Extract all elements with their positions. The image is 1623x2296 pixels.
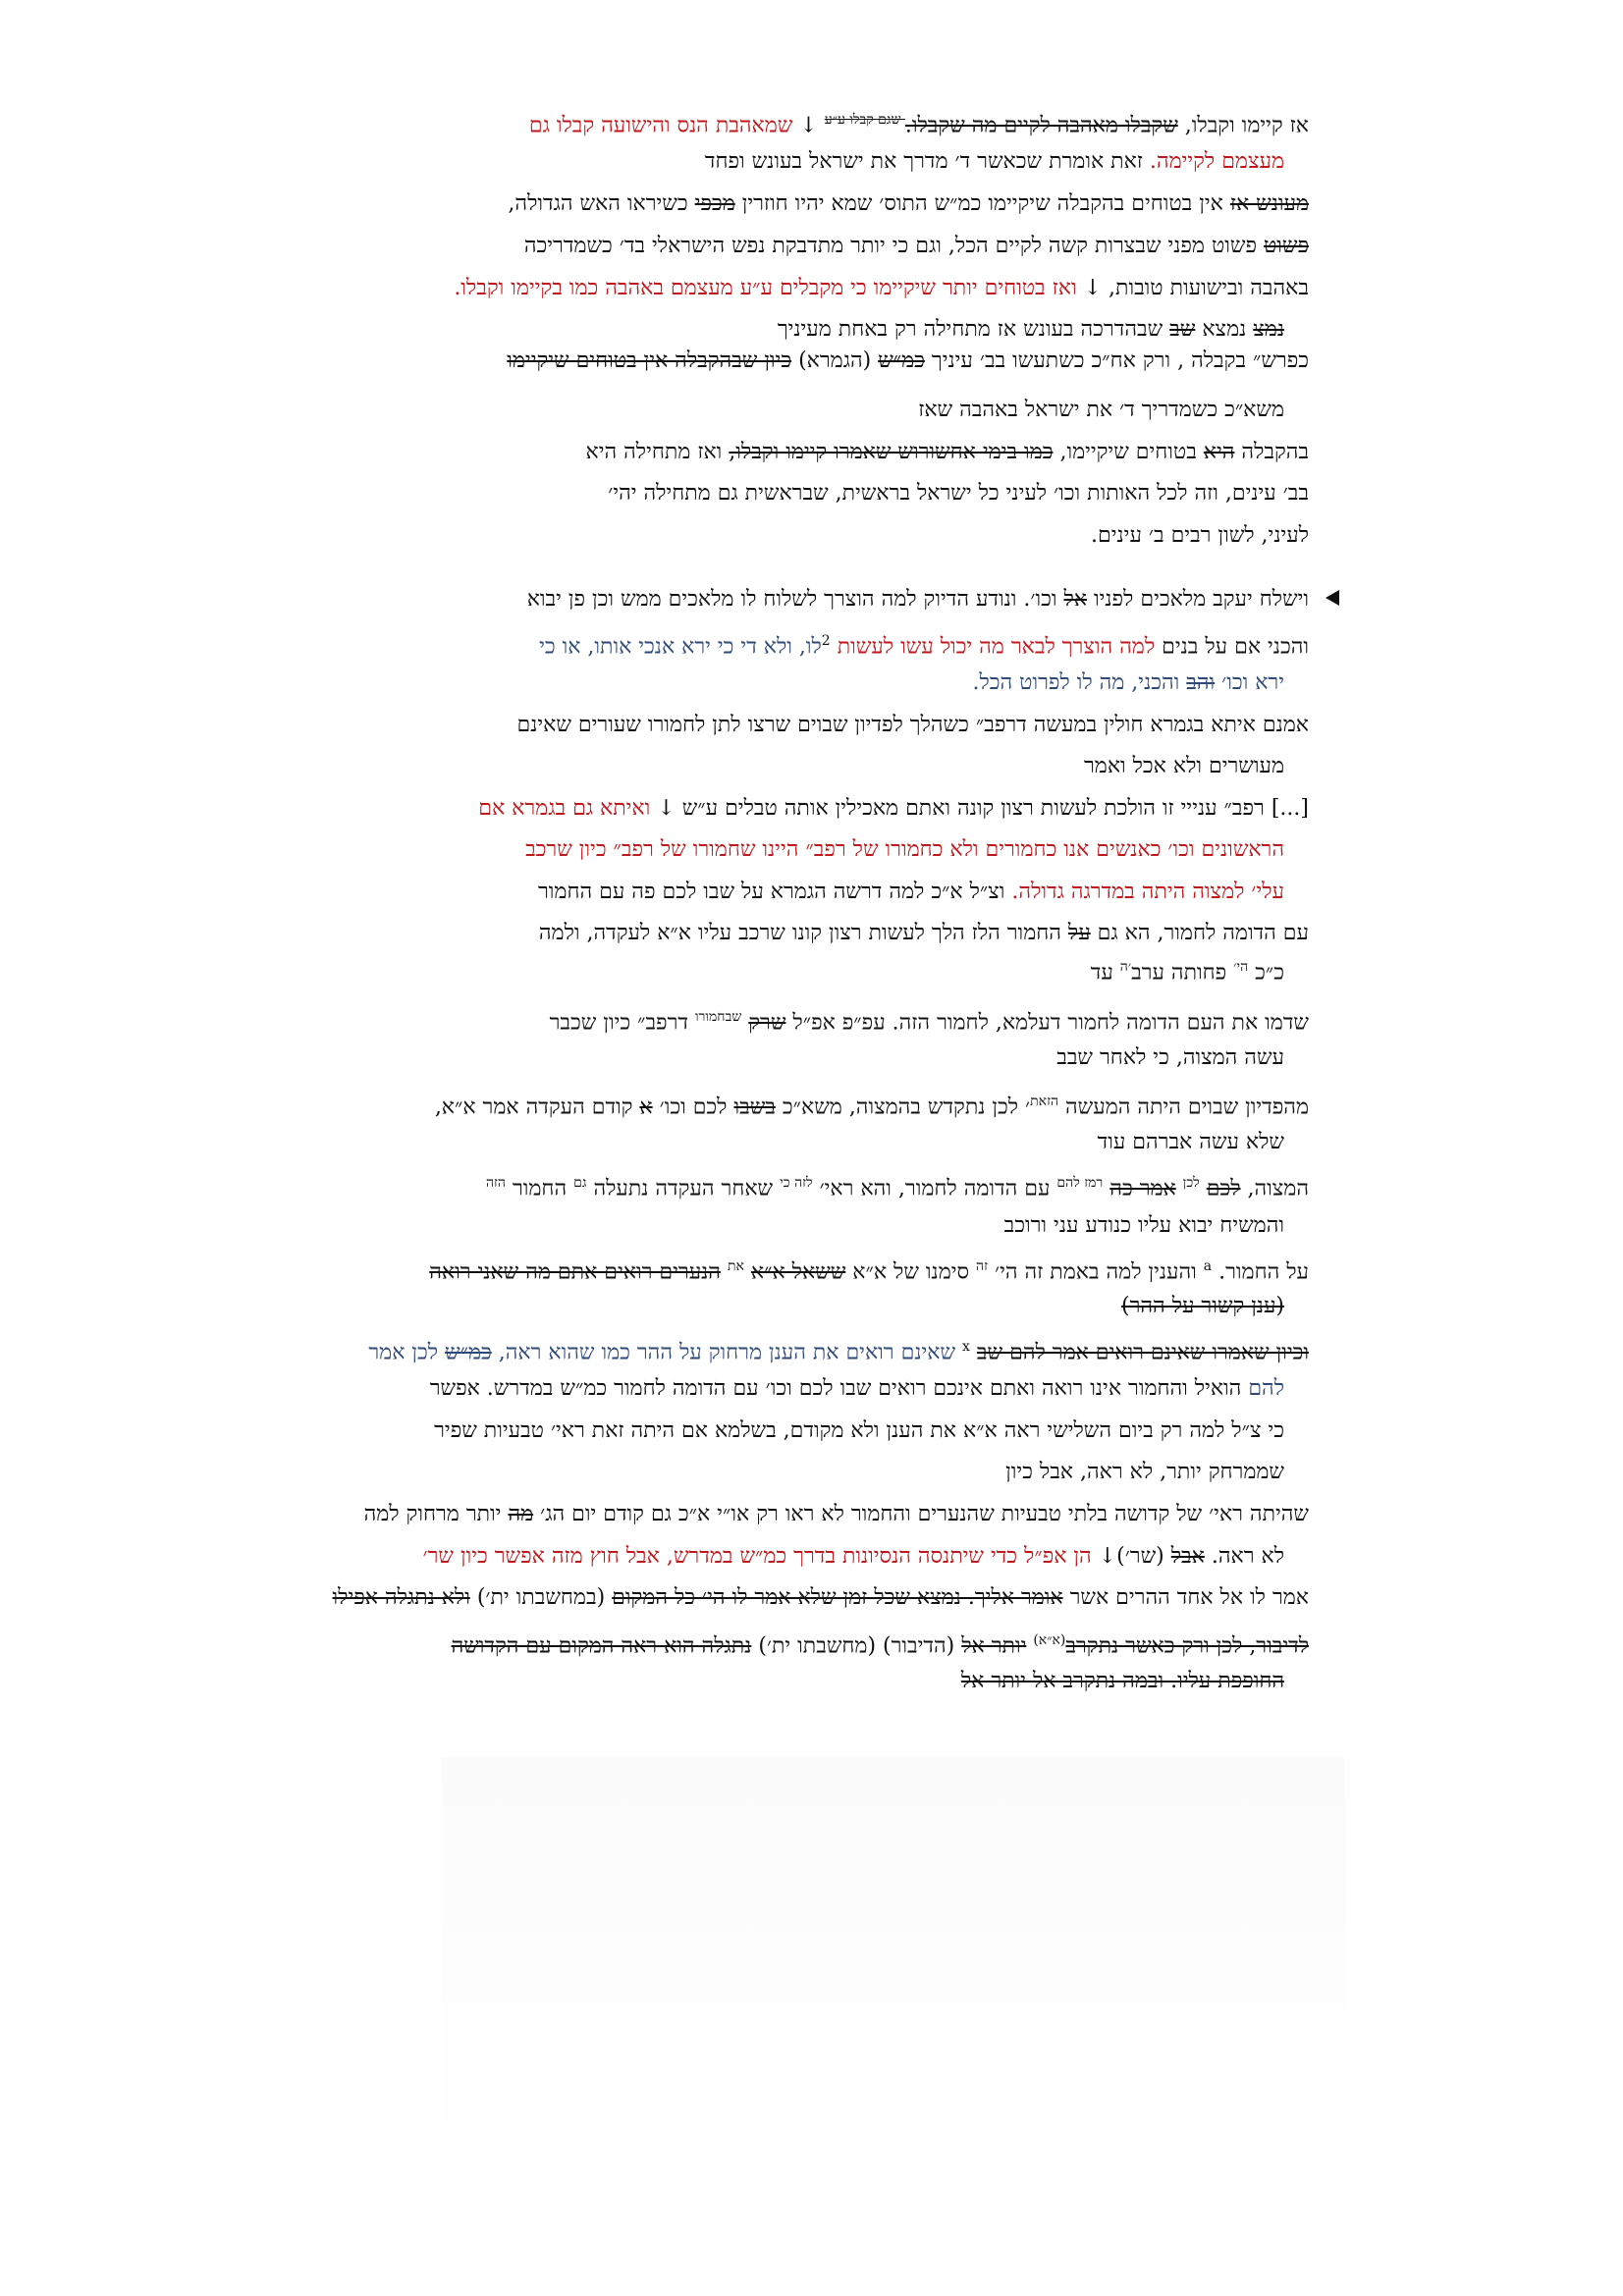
text-segment: שדמו את העם הדומה לחמור דעלמא, לחמור הזה. עפ״פ אפ״ל xyxy=(785,1010,1309,1036)
text-line xyxy=(539,628,1309,660)
text-segment: מעצמם לקיימה. xyxy=(1142,149,1284,174)
text-line xyxy=(1004,1213,1284,1239)
text-segment: שלא עשה אברהם עוד xyxy=(1097,1130,1284,1154)
text-segment: אבל xyxy=(1170,1544,1205,1569)
text-segment: לו, xyxy=(791,634,822,660)
text-segment: (הגמרא) xyxy=(791,348,879,373)
text-segment: שהיתה ראי׳ של קדושה בלתי טבעיות שהנערים והחמור לא ראו רק או״י א״כ גם קודם יום הג׳ xyxy=(533,1502,1309,1526)
text-segment: ׳ה xyxy=(1119,959,1132,975)
bullet-triangle-icon xyxy=(1325,590,1339,606)
text-segment: a xyxy=(1203,1258,1213,1274)
text-segment: גם xyxy=(573,1175,587,1191)
text-line xyxy=(1005,1460,1284,1485)
text-segment: היא xyxy=(1203,440,1235,464)
text-segment: אמר כה xyxy=(1109,1176,1176,1201)
text-segment: משא״כ כשמדריך ד׳ את ישראל באהבה שאז xyxy=(918,398,1284,422)
text-segment: שאחר העקדה נתעלה xyxy=(586,1176,781,1201)
text-segment: הואיל והחמור אינו רואה ואתם אינכם רואים שבו לכם וכו׳ עם הדומה לחמור כמ״ש במדרש. אפשר xyxy=(429,1376,1242,1401)
text-segment: x xyxy=(962,1339,970,1355)
text-line xyxy=(972,670,1284,696)
text-segment: באהבה ובישועות טובות, ↓ xyxy=(1076,276,1309,300)
text-segment: . ונודע הדיוק למה הוצרך לשלוח לו מלאכים ממש וכן פן יבוא xyxy=(526,587,1031,612)
text-segment xyxy=(744,1259,751,1284)
text-segment: מעונש אז xyxy=(1229,191,1309,216)
text-segment: ↓ xyxy=(792,113,825,138)
text-segment: סימנו של א״א xyxy=(845,1259,977,1285)
text-segment: את xyxy=(727,1258,744,1274)
text-segment: עד xyxy=(1090,960,1120,986)
text-segment: והב xyxy=(1186,670,1216,695)
text-segment: יותר אל xyxy=(961,1633,1027,1659)
text-segment: עם הדומה לחמור, הא גם xyxy=(1090,921,1309,945)
text-line xyxy=(435,1089,1309,1120)
text-segment: פשוט מפני שבצרות קשה לקיים הכל, וגם כי יותר מתדבקת נפש הישראלי בד׳ כשמדריכה xyxy=(523,234,1264,258)
text-line xyxy=(586,440,1309,465)
text-segment: מה xyxy=(508,1502,534,1526)
text-segment: שרק xyxy=(748,1010,786,1036)
text-segment: המצוה, xyxy=(1240,1176,1309,1201)
text-segment: לכן xyxy=(1182,1175,1200,1191)
text-segment: קודם העקדה אמר א״א, xyxy=(434,1095,640,1120)
text-line xyxy=(538,880,1284,905)
text-segment: (הדיבור) (מחשבתו ית׳) xyxy=(751,1633,962,1659)
text-line xyxy=(364,1502,1309,1527)
text-segment: הנערים רואים אתם מה שאני רואה xyxy=(429,1259,721,1285)
text-segment: יותר מרחוק למה xyxy=(363,1502,509,1526)
text-segment: ׳ לכן נתקדש בהמצוה, משא״כ xyxy=(775,1095,1031,1120)
text-segment: נתגלה הוא ראה המקום עם הקדושה xyxy=(451,1633,752,1659)
text-segment xyxy=(1176,1176,1183,1201)
text-segment xyxy=(721,1259,728,1284)
scan-shading xyxy=(442,1757,1345,2169)
text-line xyxy=(778,317,1284,343)
text-segment: וישלח יעקב מלאכים לפניו xyxy=(1086,587,1309,612)
text-segment: (א״א) xyxy=(1033,1632,1066,1648)
text-line xyxy=(478,796,1309,822)
text-segment: כיון שבהקבלה אין בטוחים שיקיימו xyxy=(507,348,792,373)
text-line xyxy=(429,1254,1309,1285)
text-segment: ואז בטוחים יותר שיקיימו כי מקבלים ע״ע מעצמם באהבה כמו בקיימו וקבלו. xyxy=(454,276,1077,300)
text-segment: שגם קבלו ע״ע xyxy=(824,112,905,128)
text-line xyxy=(608,481,1309,507)
text-line xyxy=(550,1004,1309,1036)
text-segment: דרפב״ כיון שכבר xyxy=(549,1010,695,1036)
text-segment: אמנם איתא בגמרא חולין במעשה דרפב״ כשהלך לפדיון שבוים שרצו לתן לחמורו שעורים שאינם xyxy=(516,713,1309,737)
text-segment: כפרש״ בקבלה xyxy=(1191,348,1309,373)
text-segment: וכו׳ xyxy=(1030,587,1064,612)
text-segment: ואיתא גם בגמרא אם xyxy=(478,796,651,821)
text-segment: על החמור. xyxy=(1212,1259,1309,1285)
text-segment: בהקבלה xyxy=(1234,440,1309,464)
text-segment: פחותה ערב xyxy=(1131,960,1234,986)
text-line xyxy=(452,1628,1309,1659)
text-line xyxy=(1056,1045,1284,1071)
text-line xyxy=(507,348,1309,374)
text-line xyxy=(527,587,1309,613)
text-segment: בשבו xyxy=(733,1095,776,1120)
text-segment: ולא נתגלה אפילו xyxy=(332,1585,470,1610)
text-segment: הזה xyxy=(485,1175,506,1191)
text-segment: הי׳ xyxy=(1233,959,1249,975)
text-segment: ששאל א״א xyxy=(750,1259,846,1285)
text-segment: אין בטוחים בהקבלה שיקיימו כמ״ש התוס׳ שמא יהיו חוזרין xyxy=(734,191,1230,216)
text-segment: (במחשבתו ית׳) xyxy=(469,1585,613,1610)
text-segment: שממרחק יותר, לא ראה, אבל כיון xyxy=(1005,1460,1284,1484)
text-segment: לא ראה. xyxy=(1204,1544,1284,1569)
text-segment: שבהדרכה בעונש אז מתחילה רק באחת מעיניך xyxy=(777,317,1170,342)
text-segment: זאת אומרת שכאשר ד׳ מדרך את ישראל בעונש ופחד xyxy=(704,149,1143,174)
text-segment: ולא די כי ירא אנכי אותו, או כי xyxy=(539,634,792,660)
text-line xyxy=(1084,754,1284,779)
text-segment: הראשונים וכו׳ כאנשים אנו כחמורים ולא כחמורו של רפב״ היינו שחמורו של רפב״ כיון שרכב xyxy=(525,837,1284,862)
text-line xyxy=(1098,1130,1284,1155)
text-line xyxy=(539,921,1309,946)
text-segment: פשוט xyxy=(1263,234,1309,258)
text-segment: שאינם רואים את הענן מרחוק על ההר כמו שהוא ראה, xyxy=(491,1340,963,1365)
text-segment: למה הוצרך לבאר מה יכול עשו לעשות xyxy=(830,634,1156,660)
text-segment: בטוחים שיקיימו, xyxy=(1053,440,1204,464)
text-segment: עשה המצוה, כי לאחר שבב xyxy=(1056,1045,1284,1070)
text-line xyxy=(1091,954,1284,986)
text-segment: החמור הלז הלך לעשות רצון קונו שרכב עליו א״א לעקדה, ולמה xyxy=(538,921,1068,945)
text-segment: נמצא xyxy=(1195,317,1254,342)
text-line xyxy=(1091,523,1309,549)
text-segment: והכני אם על בנים xyxy=(1155,634,1309,660)
text-segment: מעושרים ולא אכל ואמר xyxy=(1083,754,1284,778)
text-segment: כמ״ש xyxy=(445,1340,492,1365)
text-segment: עם הדומה לחמור, והא ראי׳ xyxy=(812,1176,1057,1201)
text-segment: כ״כ xyxy=(1248,960,1284,986)
text-segment: אל xyxy=(1063,587,1087,612)
text-segment: אומר אליך. נמצא שכל זמן שלא אמר לו הי׳ כל המקום xyxy=(612,1585,1063,1610)
text-segment: זה xyxy=(976,1258,988,1274)
text-segment: כמו בימי אחשורוש שאמרו קיימו וקבלו, xyxy=(729,440,1054,464)
text-line xyxy=(434,1418,1284,1444)
text-segment: הזאת xyxy=(1030,1094,1059,1109)
text-segment: ואז מתחילה היא xyxy=(585,440,730,464)
text-segment: בב׳ עינים, וזה לכל האותות וכו׳ לעיני כל ישראל בראשית, שבראשית גם מתחילה יהי׳ xyxy=(608,481,1309,506)
text-line xyxy=(454,276,1309,301)
text-segment: , ורק אח״כ כשתעשו בב׳ עיניך xyxy=(924,348,1192,373)
text-segment: שבחמורו xyxy=(694,1009,742,1025)
text-segment: והענין למה באמת זה הי׳ xyxy=(988,1259,1204,1285)
text-segment: החופפת עליו. ובמה נתקרב אל יותר אל xyxy=(960,1669,1284,1693)
text-segment: כשיראו האש הגדולה, xyxy=(508,191,695,216)
text-line xyxy=(525,837,1284,863)
text-segment: לכם וכו׳ xyxy=(652,1095,734,1120)
text-segment: שב xyxy=(1169,317,1196,342)
text-segment: לעיני, לשון רבים ב׳ עינים. xyxy=(1091,523,1309,548)
text-line xyxy=(529,107,1309,138)
text-segment xyxy=(970,1340,977,1364)
text-line xyxy=(430,1376,1284,1402)
text-segment: לכן אמר xyxy=(368,1340,446,1365)
text-segment: לכם xyxy=(1206,1176,1241,1201)
text-segment: מהפדיון שבוים היתה המעשה xyxy=(1058,1095,1309,1120)
text-segment: אז קיימו וקבלו, xyxy=(1177,113,1309,138)
text-line xyxy=(524,234,1309,259)
text-line xyxy=(918,398,1284,423)
text-segment: והמשיח יבוא עליו כנודע עני ורוכב xyxy=(1003,1213,1284,1238)
text-line xyxy=(705,149,1284,175)
text-line xyxy=(961,1669,1284,1694)
text-segment: כמ״ש xyxy=(878,348,925,373)
text-line xyxy=(486,1170,1309,1201)
text-segment: הן אפ״ל כדי שיתנסה הנסיונות בדרך כמ״ש במדרש, אבל חוץ מזה אפשר כיון שר׳ xyxy=(422,1544,1092,1569)
text-segment: 2 xyxy=(821,633,831,649)
text-segment: והכני, מה לו לפרוט הכל. xyxy=(972,670,1187,695)
text-segment: לזה כי xyxy=(780,1175,813,1191)
text-segment: [...] רפב״ ענייי זו הולכת לעשות רצון קונה ואתם מאכילין אותה טבלים ע״ש ↓ xyxy=(650,796,1309,821)
text-segment: כי צ״ל למה רק ביום השלישי ראה א״א את הענן ולא מקודם, בשלמא אם היתה זאת ראי׳ טבעיות שפיר xyxy=(434,1418,1284,1443)
text-segment: א xyxy=(639,1095,653,1120)
text-segment: (ענן קשור על ההר) xyxy=(1121,1294,1284,1318)
text-segment: לדיבור, לכן ורק כאשר נתקרב xyxy=(1065,1633,1309,1659)
text-segment: אמר לו אל אחד ההרים אשר xyxy=(1062,1585,1309,1610)
text-segment: מכפי xyxy=(694,191,735,216)
text-line xyxy=(508,191,1309,217)
text-segment: החמור xyxy=(505,1176,574,1201)
text-segment xyxy=(1200,1176,1207,1201)
text-segment: נמצ xyxy=(1253,317,1284,342)
text-segment: (שר׳)↓ xyxy=(1091,1544,1171,1569)
text-segment: עלי׳ למצוה היתה במדרגה גדולה. xyxy=(1004,880,1284,904)
text-segment: רמז להם xyxy=(1056,1175,1104,1191)
text-line xyxy=(368,1334,1309,1365)
text-segment: להם xyxy=(1241,1376,1284,1401)
text-line xyxy=(516,713,1309,738)
text-segment: וצ״ל א״כ למה דרשה הגמרא על שבו לכם פה עם החמור xyxy=(537,880,1005,904)
text-segment: שקבלו מאהבה לקיים מה שקבלו. xyxy=(904,113,1178,138)
text-segment: שמאהבת הנס והישועה קבלו גם xyxy=(528,113,793,138)
text-line xyxy=(423,1544,1284,1570)
text-line xyxy=(1121,1294,1284,1319)
text-segment: על xyxy=(1067,921,1091,945)
text-line xyxy=(333,1585,1309,1611)
text-segment: ירא וכו׳ xyxy=(1215,670,1284,695)
text-segment: וכיון שאמרו שאינם רואים אמר להם שב xyxy=(976,1340,1309,1365)
